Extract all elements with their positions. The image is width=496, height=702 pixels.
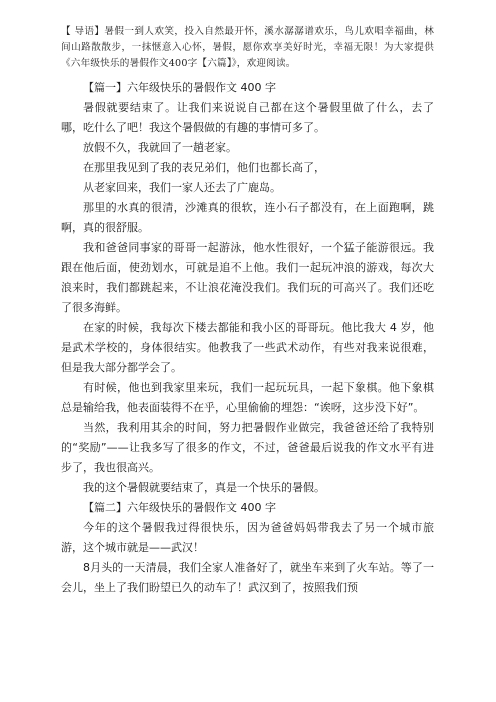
paragraph: 今年的这个暑假我过得很快乐，因为爸爸妈妈带我去了另一个城市旅游，这个城市就是——武汉！ [61,521,434,554]
paragraph: 8月头的一天清晨，我们全家人准备好了，就坐车来到了火车站。等了一会儿，坐上了我们盼望已久的动车了！武汉到了，按照我们预 [61,561,434,594]
section-heading-2: 【篇二】六年级快乐的暑假作文 400 字 [83,501,276,514]
paragraph: 我的这个暑假就要结束了，真是一个快乐的暑假。 [83,481,325,494]
paragraph: 在那里我见到了我的表兄弟们，他们也都长高了， [83,161,325,174]
paragraph: 在家的时候，我每次下楼去都能和我小区的哥哥玩。他比我大 4 岁，他是武术学校的，身体很结实。他教我了一些武术动作，有些对我来说很难，但是我大部分都学会了。 [61,321,434,374]
paragraph: 我和爸爸同事家的哥哥一起游泳，他水性很好，一个猛子能游很远。我跟在他后面，使劲划水，可就是追不上他。我们一起玩冲浪的游戏，每次大浪来时，我们都跳起来，不让浪花淹没我们。我们玩的可高兴了。我们还吃了很多海鲜。 [61,241,434,314]
paragraph: 当然，我利用其余的时间，努力把暑假作业做完，我爸爸还给了我特别的“奖励”——让我多写了很多的作文，不过，爸爸最后说我的作文水平有进步了，我也很高兴。 [61,421,434,474]
intro-paragraph: 【 导语】暑假一到人欢笑，投入自然最开怀，溪水潺潺谱欢乐，鸟儿欢唱幸福曲，林间山路散散步，一抹惬意入心怀，暑假，愿你欢享美好时光，幸福无限！为大家提供《六年级快乐的暑假作文400字【六篇】》，欢迎阅读。 [61,26,434,69]
paragraph: 放假不久，我就回了一趟老家。 [83,141,237,154]
article-body [61,78,434,598]
paragraph: 有时候，他也到我家里来玩，我们一起玩玩具，一起下象棋。他下象棋总是输给我，他表面装得不在乎，心里偷偷的埋怨：“诶呀，这步没下好”。 [61,381,434,414]
paragraph: 从老家回来，我们一家人还去了广鹿岛。 [83,181,281,194]
section-heading-1: 【篇一】六年级快乐的暑假作文 400 字 [83,81,276,94]
paragraph: 那里的水真的很清，沙滩真的很软，连小石子都没有，在上面跑啊，跳啊，真的很舒服。 [61,201,434,234]
paragraph: 暑假就要结束了。让我们来说说自己都在这个暑假里做了什么，去了哪，吃什么了吧！我这个暑假做的有趣的事情可多了。 [61,101,434,134]
